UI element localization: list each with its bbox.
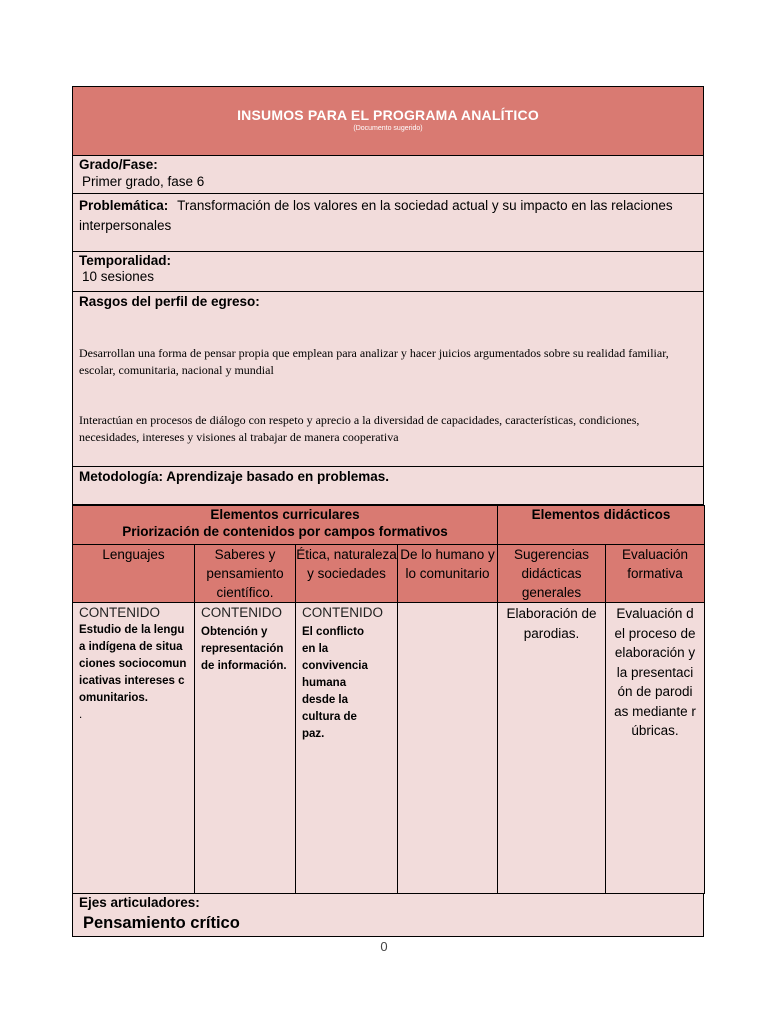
rasgo-item: Desarrollan una forma de pensar propia que emplean para analizar y hacer juicios argumentados sobre su realidad familiar, escolar, comunitaria, nacional y mundial xyxy=(79,346,669,377)
grado-value: Primer grado, fase 6 xyxy=(82,174,205,189)
lenguajes-content: Estudio de la lengua indígena de situaciones sociocomunicativas intereses comunitarios. xyxy=(79,624,187,704)
metodologia-label: Metodología: Aprendizaje basado en problemas. xyxy=(79,469,390,484)
column-header: Ética, naturaleza y sociedades xyxy=(296,545,398,603)
sugerencias-content: Elaboración de parodias. xyxy=(506,606,597,641)
rasgo-item: Interactúan en procesos de diálogo con respeto y aprecio a la diversidad de capacidades, características, condiciones, necesidades, intereses y visiones al trabajar de manera cooperativa xyxy=(79,413,640,444)
column-header: Evaluación formativa xyxy=(606,545,705,603)
problematica-value: Transformación de los valores en la sociedad actual y su impacto en las relaciones interpersonales xyxy=(79,198,673,233)
ejes-label: Ejes articuladores: xyxy=(79,895,200,910)
contenido-label: CONTENIDO xyxy=(201,605,282,620)
rasgos-label: Rasgos del perfil de egreso: xyxy=(79,294,260,309)
grado-section xyxy=(72,156,704,194)
saberes-cell xyxy=(195,603,296,894)
document-table xyxy=(72,86,704,937)
rasgos-section xyxy=(72,292,704,467)
column-header: De lo humano y lo comunitario xyxy=(398,545,498,603)
curricular-table xyxy=(72,505,705,894)
document-title: INSUMOS PARA EL PROGRAMA ANALÍTICO xyxy=(237,107,539,123)
elementos-curriculares-header: Elementos curriculares Priorización de contenidos por campos formativos xyxy=(73,506,498,545)
evaluacion-cell xyxy=(606,603,705,894)
lenguajes-extra: . xyxy=(79,709,83,721)
column-header: Sugerencias didácticas generales xyxy=(498,545,606,603)
problematica-label: Problemática: xyxy=(79,198,169,213)
contenido-label: CONTENIDO xyxy=(79,605,160,620)
page-number: 0 xyxy=(380,939,388,954)
temporalidad-label: Temporalidad: xyxy=(79,253,172,268)
ejes-value: Pensamiento crítico xyxy=(83,914,240,932)
metodologia-section xyxy=(72,467,704,505)
temporalidad-value: 10 sesiones xyxy=(82,269,155,284)
humano-cell xyxy=(398,603,498,894)
problematica-section xyxy=(72,194,704,252)
etica-cell xyxy=(296,603,398,894)
column-header: Saberes y pensamiento científico. xyxy=(195,545,296,603)
contenido-label: CONTENIDO xyxy=(302,605,383,620)
saberes-content: Obtención y representación de información. xyxy=(201,626,287,672)
column-header: Lenguajes xyxy=(73,545,195,603)
lenguajes-cell xyxy=(73,603,195,894)
etica-content: El conflicto en la convivencia humana desde la cultura de paz. xyxy=(302,626,368,740)
ejes-section xyxy=(72,894,704,937)
sugerencias-cell xyxy=(498,603,606,894)
grado-label: Grado/Fase: xyxy=(79,157,158,172)
document-header xyxy=(72,86,704,156)
document-subtitle: (Documento sugerido) xyxy=(353,125,423,132)
temporalidad-section xyxy=(72,252,704,292)
evaluacion-content: Evaluación del proceso de elaboración y la presentación de parodias mediante rúbricas. xyxy=(614,606,696,738)
elementos-didacticos-header: Elementos didácticos xyxy=(498,506,705,545)
